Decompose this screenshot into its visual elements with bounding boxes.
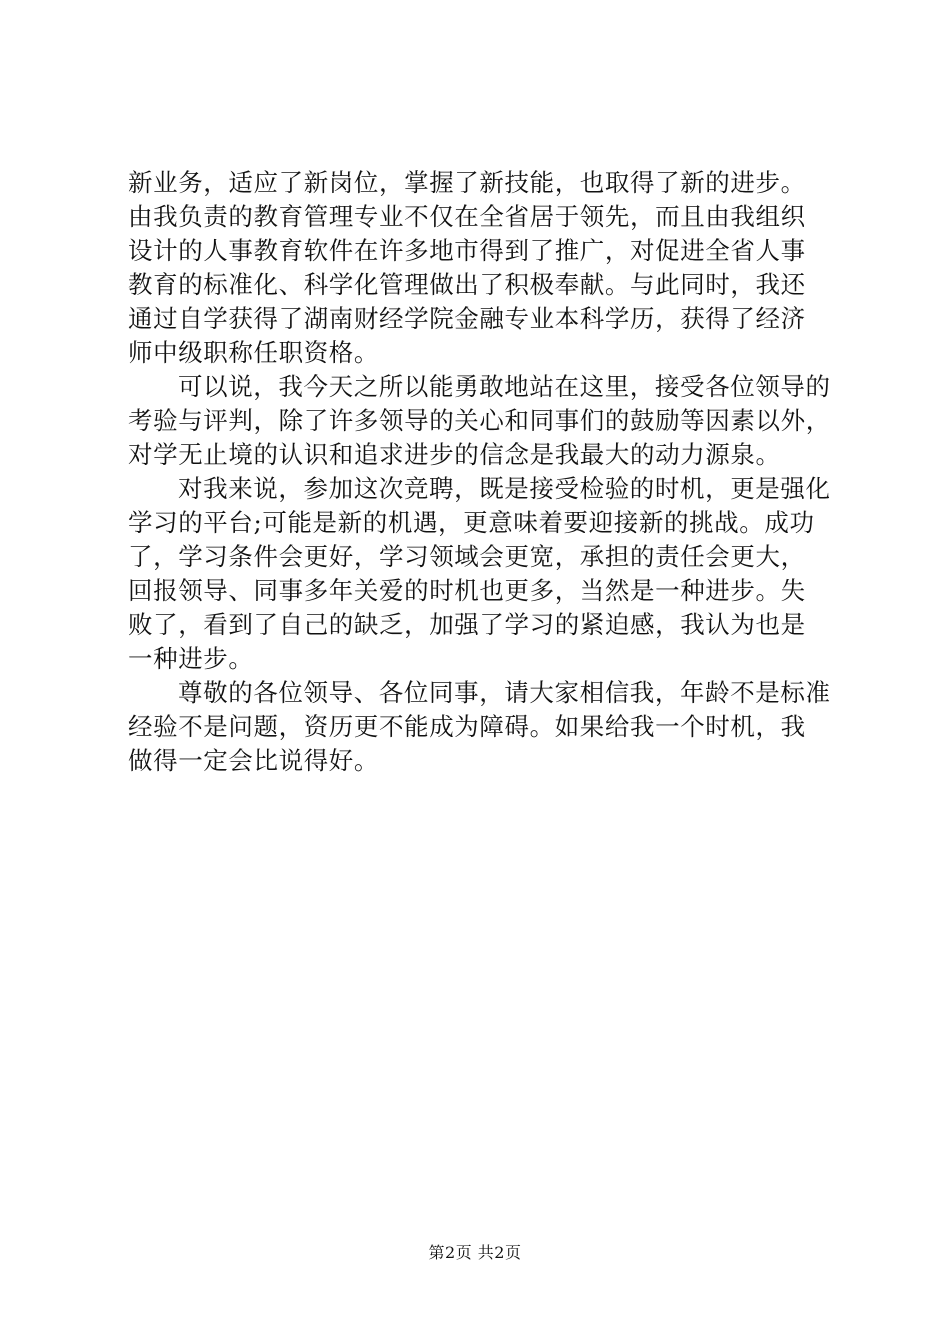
text-line: 做得一定会比说得好。 <box>128 746 379 775</box>
text-line: 了，学习条件会更好，学习领域会更宽，承担的责任会更大， <box>128 542 806 571</box>
paragraph-start-line: 对我来说，参加这次竞聘，既是接受检验的时机，更是强化 <box>178 474 831 503</box>
text-line: 学习的平台;可能是新的机遇，更意味着要迎接新的挑战。成功 <box>128 508 815 537</box>
text-line: 考验与评判，除了许多领导的关心和同事们的鼓励等因素以外， <box>128 406 831 435</box>
text-line: 教育的标准化、科学化管理做出了积极奉献。与此同时，我还 <box>128 270 806 299</box>
document-body <box>128 166 838 778</box>
page-footer: 第2页 共2页 <box>428 1243 522 1262</box>
paragraph-start-line: 尊敬的各位领导、各位同事，请大家相信我，年龄不是标准 <box>178 678 831 707</box>
text-line: 通过自学获得了湖南财经学院金融专业本科学历，获得了经济 <box>128 304 806 333</box>
text-line: 回报领导、同事多年关爱的时机也更多，当然是一种进步。失 <box>128 576 806 605</box>
text-line: 师中级职称任职资格。 <box>128 338 379 367</box>
text-line: 设计的人事教育软件在许多地市得到了推广，对促进全省人事 <box>128 236 806 265</box>
text-line: 新业务，适应了新岗位，掌握了新技能，也取得了新的进步。 <box>128 168 806 197</box>
text-line: 经验不是问题，资历更不能成为障碍。如果给我一个时机，我 <box>128 712 806 741</box>
paragraph-start-line: 可以说，我今天之所以能勇敢地站在这里，接受各位领导的 <box>178 372 831 401</box>
text-line: 一种进步。 <box>128 644 254 673</box>
text-line: 由我负责的教育管理专业不仅在全省居于领先，而且由我组织 <box>128 202 806 231</box>
text-line: 败了，看到了自己的缺乏，加强了学习的紧迫感，我认为也是 <box>128 610 806 639</box>
text-line: 对学无止境的认识和追求进步的信念是我最大的动力源泉。 <box>128 440 781 469</box>
